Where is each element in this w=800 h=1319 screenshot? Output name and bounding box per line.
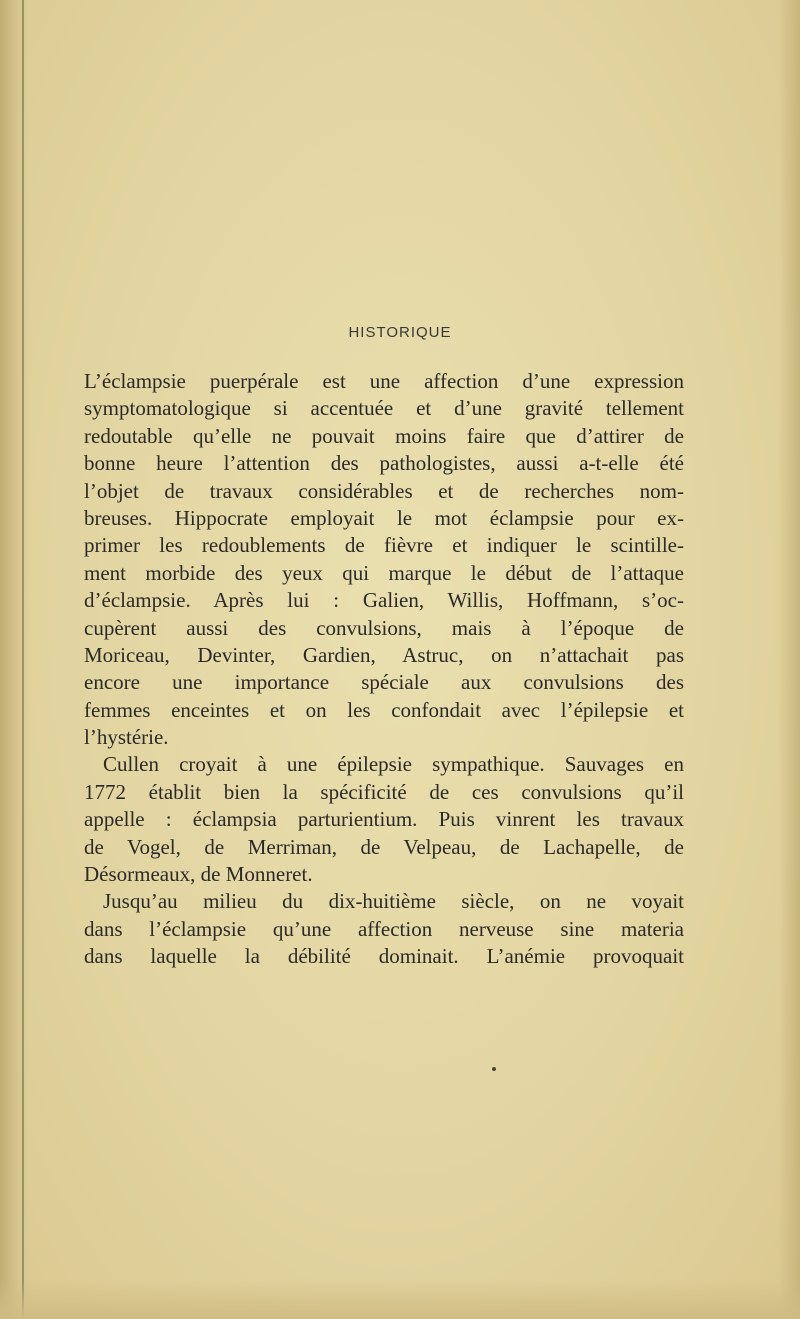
text-line: Jusqu’au milieu du dix-huitième siècle, on ne voyait (103, 889, 684, 914)
text-line: dans laquelle la débilité dominait. L’anémie provoquait (84, 944, 684, 969)
text-line: Cullen croyait à une épilepsie sympathique. Sauvages en (103, 752, 684, 777)
text-line: redoutable qu’elle ne pouvait moins faire que d’attirer de (84, 423, 684, 448)
binding-line (22, 0, 24, 1319)
text-line: l’hystérie. (84, 725, 169, 750)
text-line: breuses. Hippocrate employait le mot éclampsie pour ex- (84, 505, 684, 530)
page-bottom-shadow (0, 1279, 800, 1319)
page-right-edge (778, 0, 800, 1319)
text-line: cupèrent aussi des convulsions, mais à l’époque de (84, 615, 684, 640)
page-title: HISTORIQUE (348, 324, 452, 341)
text-line: l’objet de travaux considérables et de recherches nom- (84, 478, 684, 503)
text-line: 1772 établit bien la spécificité de ces convulsions qu’il (84, 779, 684, 804)
text-line: femmes enceintes et on les confondait avec l’épilepsie et (84, 697, 684, 722)
ink-speck (492, 1067, 496, 1071)
text-line: Désormeaux, de Monneret. (84, 862, 313, 887)
text-line: ment morbide des yeux qui marque le début de l’attaque (84, 560, 684, 585)
body-text (84, 368, 684, 971)
text-line: primer les redoublements de fièvre et indiquer le scintille- (84, 533, 684, 558)
text-line: de Vogel, de Merriman, de Velpeau, de Lachapelle, de (84, 834, 684, 859)
page-left-edge (0, 0, 30, 1319)
text-line: bonne heure l’attention des pathologistes, aussi a-t-elle été (84, 451, 684, 476)
text-line: encore une importance spéciale aux convulsions des (84, 670, 684, 695)
text-line: L’éclampsie puerpérale est une affection d’une expression (84, 369, 684, 393)
text-line: dans l’éclampsie qu’une affection nerveuse sine materia (84, 916, 684, 941)
text-line: Moriceau, Devinter, Gardien, Astruc, on n’attachait pas (84, 642, 684, 667)
text-line: appelle : éclampsia parturientium. Puis vinrent les travaux (84, 807, 684, 832)
text-line: symptomatologique si accentuée et d’une gravité tellement (84, 396, 684, 421)
text-line: d’éclampsie. Après lui : Galien, Willis, Hoffmann, s’oc- (84, 588, 684, 613)
